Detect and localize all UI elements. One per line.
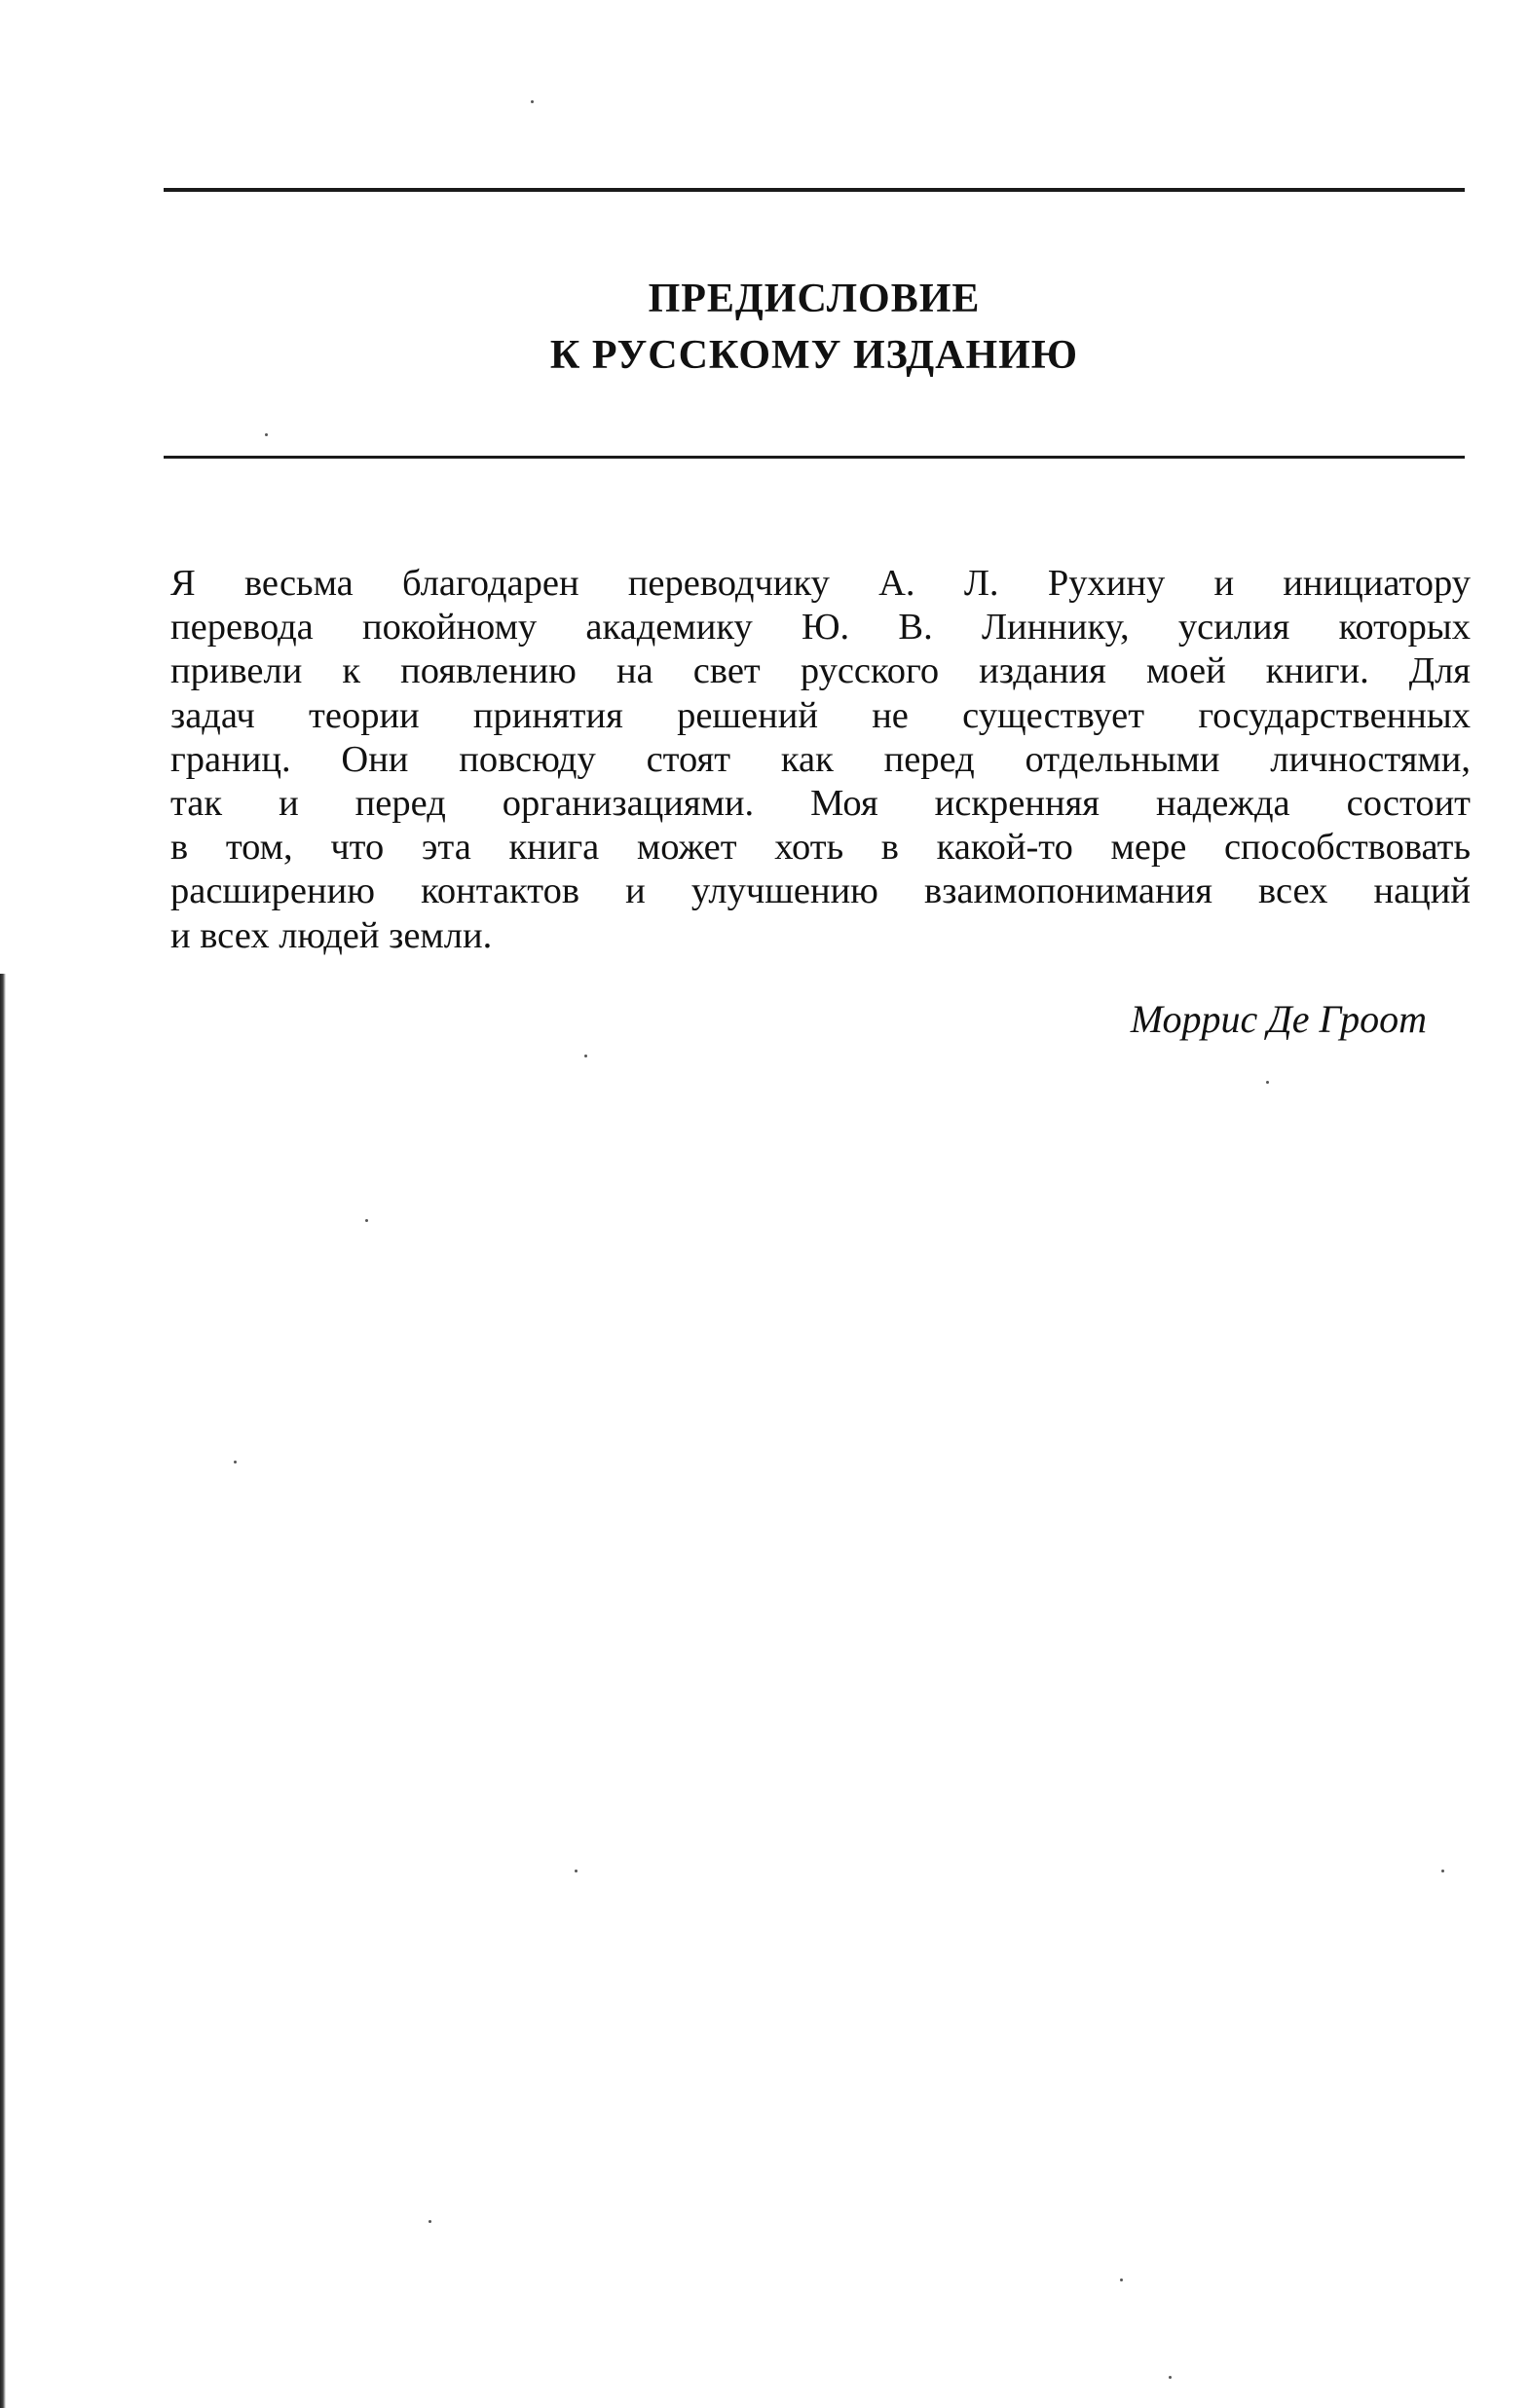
paragraph-line: и всех людей земли.: [170, 914, 493, 956]
paragraph-line: привели к появлению на свет русского издания моей книги. Для: [170, 650, 1471, 692]
scan-speck: [1169, 2376, 1172, 2379]
scan-speck: [584, 1055, 587, 1057]
paragraph-line: задач теории принятия решений не существует государственных: [170, 694, 1471, 736]
top-rule: [164, 188, 1465, 192]
scan-speck: [265, 433, 268, 436]
scan-edge: [0, 974, 6, 2408]
scan-speck: [531, 100, 534, 103]
paragraph-line: границ. Они повсюду стоят как перед отдельными личностями,: [170, 738, 1471, 780]
paragraph-line: так и перед организациями. Моя искренняя надежда состоит: [170, 783, 1471, 825]
paragraph-line: перевода покойному академику Ю. В. Линнику, усилия которых: [170, 607, 1471, 648]
title-line-1: ПРЕДИСЛОВИЕ: [648, 277, 981, 321]
paragraph-line: Я весьма благодарен переводчику А. Л. Рухину и инициатору: [170, 563, 1471, 604]
page-title: [164, 271, 1465, 384]
scan-speck: [1441, 1870, 1444, 1872]
paragraph-line: расширению контактов и улучшению взаимопонимания всех наций: [170, 871, 1471, 912]
scan-speck: [1120, 2278, 1123, 2281]
bottom-rule: [164, 456, 1465, 459]
title-line-2: К РУССКОМУ ИЗДАНИЮ: [549, 333, 1079, 378]
scan-speck: [429, 2220, 431, 2223]
scan-speck: [234, 1461, 237, 1463]
scan-speck: [575, 1870, 578, 1872]
scan-speck: [1266, 1081, 1269, 1084]
author-signature: Моррис Де Гроот: [1130, 997, 1427, 1041]
scan-speck: [365, 1219, 368, 1222]
preface-paragraph: [170, 562, 1471, 958]
paragraph-line: в том, что эта книга может хоть в какой-то мере способствовать: [170, 827, 1471, 869]
